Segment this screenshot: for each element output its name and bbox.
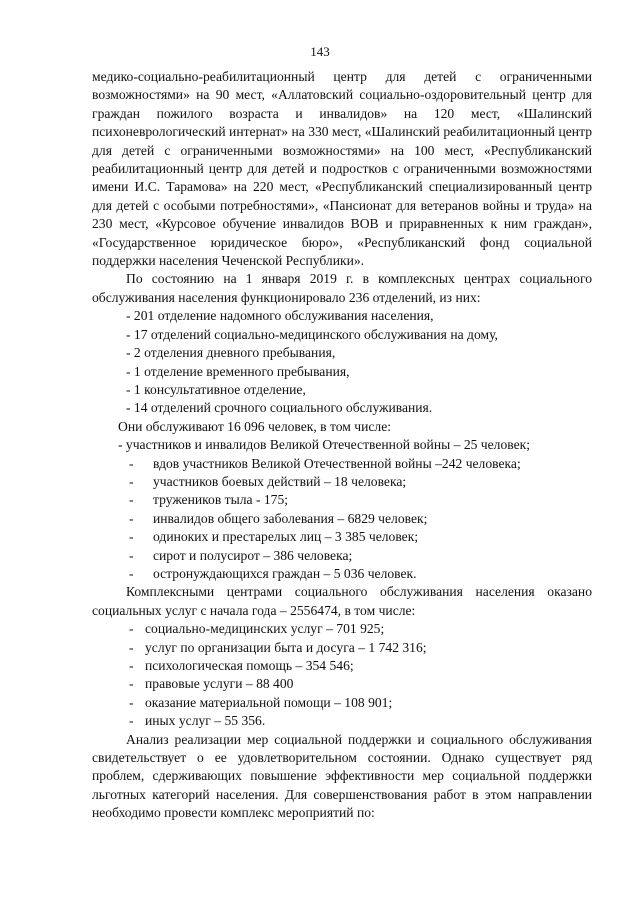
list-item: - 2 отделения дневного пребывания, (126, 345, 336, 361)
list-item: - социально-медицинских услуг – 701 925; (129, 621, 385, 637)
list-item: - остронуждающихся граждан – 5 036 человек. (129, 565, 417, 581)
list-item: - правовые услуги – 88 400 (129, 676, 294, 692)
document-body (92, 68, 592, 823)
list-item: - психологическая помощь – 354 546; (129, 658, 354, 673)
paragraph-analysis: Анализ реализации мер социальной поддержки и социального обслуживания свидетельствует о ее удовлетворительном состоянии. Однако существует ряд проблем, сдерживающих повышение эффективности мер социальной поддержки льготных категорий населения. Для совершенствования работ в этом направлении необходимо провести комплекс мероприятий по: (92, 731, 592, 821)
list-item: - оказание материальной помощи – 108 901; (129, 694, 393, 710)
served-list (92, 436, 592, 583)
list-item: - 1 консультативное отделение, (126, 381, 306, 397)
list-item: - участников боевых действий – 18 человека; (129, 473, 407, 489)
list-item: - сирот и полусирот – 386 человека; (129, 547, 353, 563)
list-item: - услуг по организации быта и досуга – 1 742 316; (129, 639, 427, 655)
list-item: - вдов участников Великой Отечественной войны –242 человека; (129, 455, 521, 471)
list-item: - 201 отделение надомного обслуживания населения, (126, 308, 434, 324)
list-item: - тружеников тыла - 175; (129, 492, 289, 508)
list-item: - инвалидов общего заболевания – 6829 человек; (129, 510, 428, 526)
services-list (92, 620, 592, 730)
list-item: - участников и инвалидов Великой Отечественной войны – 25 человек; (118, 437, 531, 453)
paragraph-departments-intro: По состоянию на 1 января 2019 г. в комплексных центрах социального обслуживания населения функционировало 236 отделений, из них: (92, 271, 592, 305)
paragraph-centers-list: медико-социально-реабилитационный центр для детей с ограниченными возможностями» на 90 мест, «Аллатовский социально-оздоровительный центр для граждан пожилого возраста и инвалидов» на 120 мест, «Шалинский психоневрологический интернат» на 330 мест, «Шалинский реабилитационный центр для детей с ограниченными возможностями» на 100 мест, «Республиканский реабилитационный центр для детей и подростков с ограниченными возможностями имени И.С. Тарамова» на 220 мест, «Республиканский специализированный центр для детей с особыми потребностями», «Пансионат для ветеранов войны и труда» на 230 мест, «Курсовое обучение инвалидов ВОВ и приравненных к ним граждан», «Государственное юридическое бюро», «Республиканский фонд социальной поддержки населения Чеченской Республики». (92, 69, 592, 269)
list-item: - 17 отделений социально-медицинского обслуживания на дому, (126, 326, 498, 342)
list-item: - одиноких и престарелых лиц – 3 385 человек; (129, 529, 419, 545)
paragraph-services-intro: Комплексными центрами социального обслуживания населения оказано социальных услуг с начала года – 2556474, в том числе: (92, 584, 592, 618)
paragraph-served-intro: Они обслуживают 16 096 человек, в том числе: (118, 418, 392, 434)
list-item: - 14 отделений срочного социального обслуживания. (126, 400, 433, 416)
page-number: 143 (310, 44, 330, 59)
list-item: - 1 отделение временного пребывания, (126, 363, 350, 379)
departments-list (92, 307, 592, 417)
list-item: - иных услуг – 55 356. (129, 713, 266, 729)
